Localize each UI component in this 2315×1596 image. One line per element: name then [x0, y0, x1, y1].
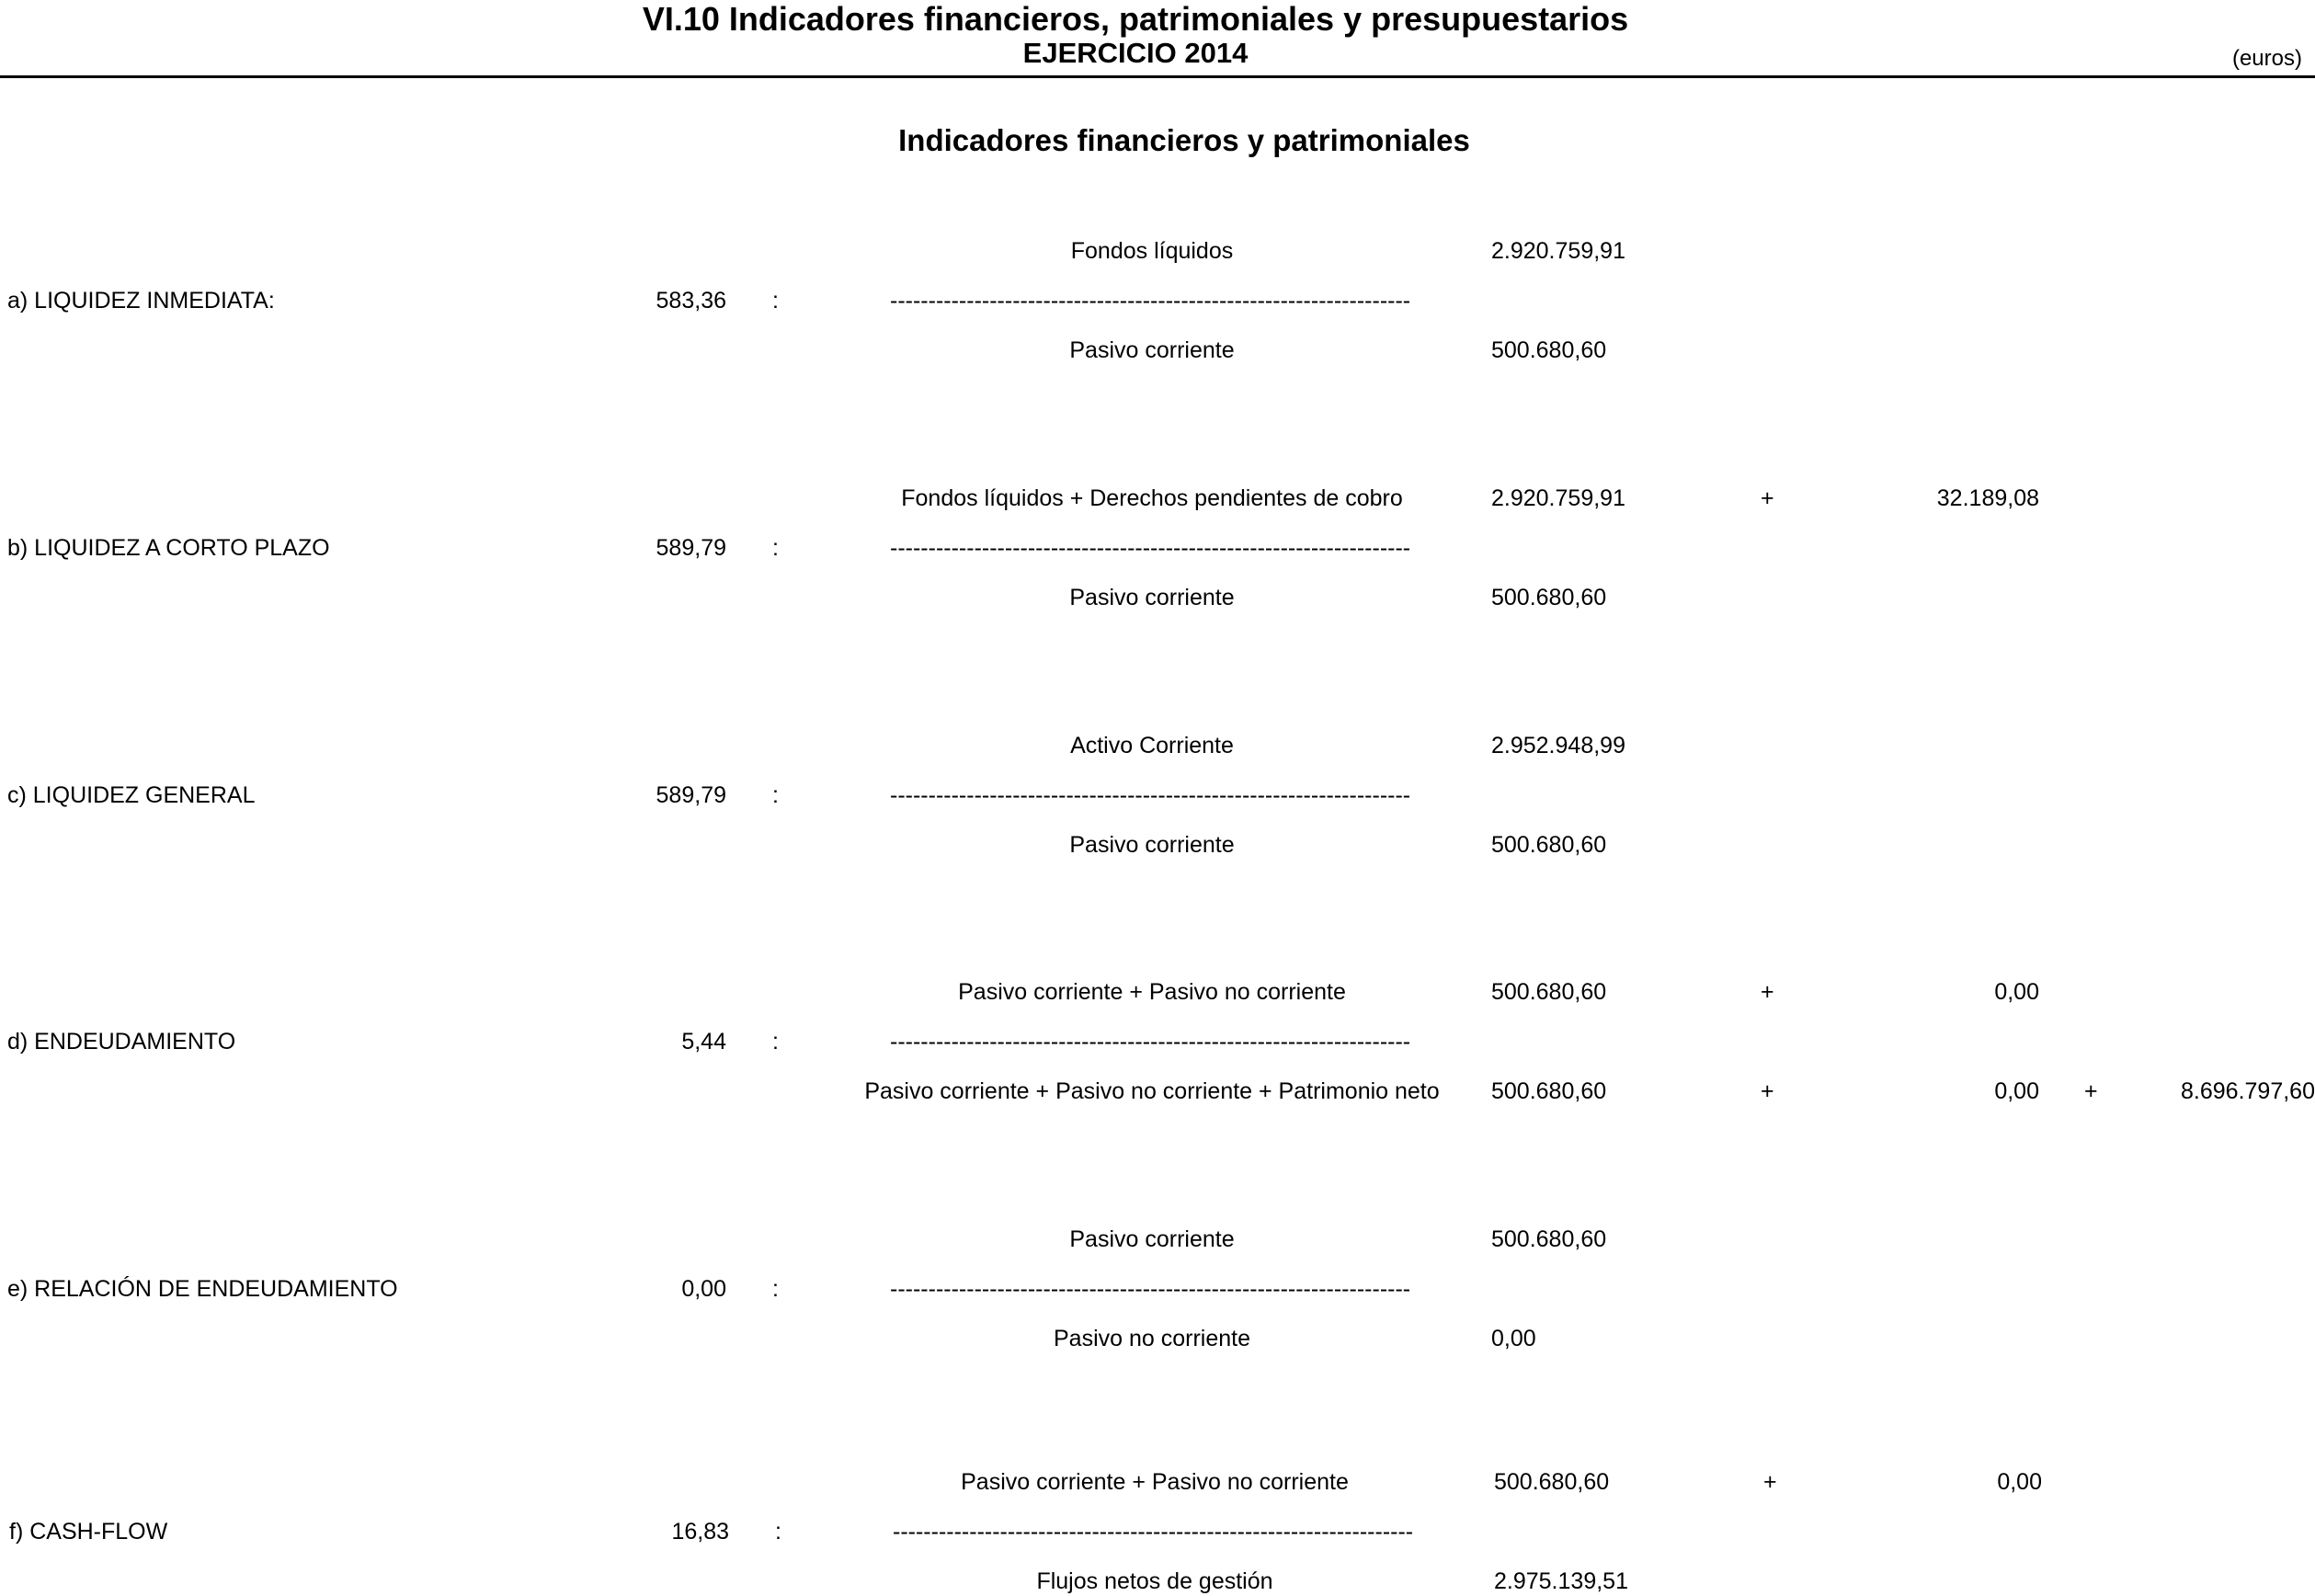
fraction-line: --------------------------------------------------------------------	[890, 288, 1411, 314]
indicator-name: b) LIQUIDEZ A CORTO PLAZO	[7, 535, 330, 561]
denominator-value-2: 0,00	[1994, 1078, 2039, 1104]
numerator-operator-1: +	[1763, 1469, 1777, 1495]
denominator-label: Pasivo corriente	[1069, 832, 1235, 858]
denominator-value-1: 500.680,60	[1491, 585, 1607, 610]
numerator-value-1: 2.952.948,99	[1491, 733, 1625, 758]
indicator-cash-flow	[0, 1468, 2315, 1596]
indicator-name: c) LIQUIDEZ GENERAL	[7, 782, 256, 808]
indicator-liquidez-corto-plazo	[0, 484, 2315, 687]
numerator-value-1: 2.920.759,91	[1491, 485, 1625, 511]
section-title: Indicadores financieros y patrimoniales	[898, 123, 1470, 157]
indicator-endeudamiento	[0, 978, 2315, 1180]
numerator-label: Fondos líquidos + Derechos pendientes de cobro	[901, 485, 1403, 511]
denominator-value-1: 2.975.139,51	[1494, 1568, 1628, 1594]
colon: :	[775, 1519, 781, 1545]
colon: :	[772, 1276, 779, 1302]
indicator-liquidez-inmediata	[0, 237, 2315, 439]
indicator-value: 589,79	[656, 535, 726, 561]
indicator-value: 16,83	[671, 1519, 729, 1545]
colon: :	[772, 535, 779, 561]
header-divider	[0, 75, 2315, 78]
fraction-line: --------------------------------------------------------------------	[890, 782, 1411, 808]
numerator-label: Pasivo corriente + Pasivo no corriente	[958, 979, 1346, 1005]
denominator-value-1: 500.680,60	[1491, 1078, 1607, 1104]
colon: :	[772, 288, 779, 314]
indicator-name: a) LIQUIDEZ INMEDIATA:	[7, 288, 275, 314]
colon: :	[772, 1029, 779, 1054]
numerator-value-1: 500.680,60	[1491, 1226, 1607, 1252]
indicator-name: e) RELACIÓN DE ENDEUDAMIENTO	[7, 1276, 398, 1302]
denominator-value-1: 500.680,60	[1491, 337, 1607, 363]
numerator-value-2: 0,00	[1994, 979, 2039, 1005]
indicator-value: 5,44	[681, 1029, 726, 1054]
numerator-label: Pasivo corriente + Pasivo no corriente	[961, 1469, 1349, 1495]
denominator-value-1: 0,00	[1491, 1326, 1536, 1351]
denominator-operator-2: +	[2084, 1078, 2098, 1104]
indicator-liquidez-general	[0, 732, 2315, 934]
numerator-value-1: 500.680,60	[1494, 1469, 1610, 1495]
numerator-label: Fondos líquidos	[1070, 238, 1234, 264]
denominator-value-1: 500.680,60	[1491, 832, 1607, 858]
denominator-label: Pasivo corriente	[1069, 585, 1235, 610]
numerator-label: Activo Corriente	[1070, 733, 1234, 758]
numerator-value-2: 32.189,08	[1936, 485, 2039, 511]
units-label: (euros)	[2231, 46, 2302, 71]
indicator-relacion-endeudamiento	[0, 1226, 2315, 1428]
page-title: VI.10 Indicadores financieros, patrimoniales y presupuestarios	[642, 0, 1629, 38]
denominator-label: Pasivo corriente	[1069, 337, 1235, 363]
indicator-value: 589,79	[656, 782, 726, 808]
denominator-label: Pasivo no corriente	[1053, 1326, 1250, 1351]
fraction-line: --------------------------------------------------------------------	[893, 1519, 1414, 1545]
page-subtitle: EJERCICIO 2014	[1022, 37, 1249, 69]
numerator-value-2: 0,00	[1997, 1469, 2042, 1495]
numerator-label: Pasivo corriente	[1069, 1226, 1235, 1252]
fraction-line: --------------------------------------------------------------------	[890, 535, 1411, 561]
numerator-value-1: 2.920.759,91	[1491, 238, 1625, 264]
numerator-value-1: 500.680,60	[1491, 979, 1607, 1005]
indicator-name: d) ENDEUDAMIENTO	[7, 1029, 236, 1054]
numerator-operator-1: +	[1761, 979, 1774, 1005]
denominator-operator-1: +	[1761, 1078, 1774, 1104]
indicator-name: f) CASH-FLOW	[9, 1519, 168, 1545]
denominator-value-3: 8.696.797,60	[2181, 1078, 2315, 1104]
denominator-label: Pasivo corriente + Pasivo no corriente + Patrimonio neto	[864, 1078, 1440, 1104]
indicator-value: 583,36	[656, 288, 726, 314]
numerator-operator-1: +	[1761, 485, 1774, 511]
indicator-value: 0,00	[681, 1276, 726, 1302]
fraction-line: --------------------------------------------------------------------	[890, 1029, 1411, 1054]
denominator-label: Flujos netos de gestión	[1036, 1568, 1273, 1594]
fraction-line: --------------------------------------------------------------------	[890, 1276, 1411, 1302]
colon: :	[772, 782, 779, 808]
